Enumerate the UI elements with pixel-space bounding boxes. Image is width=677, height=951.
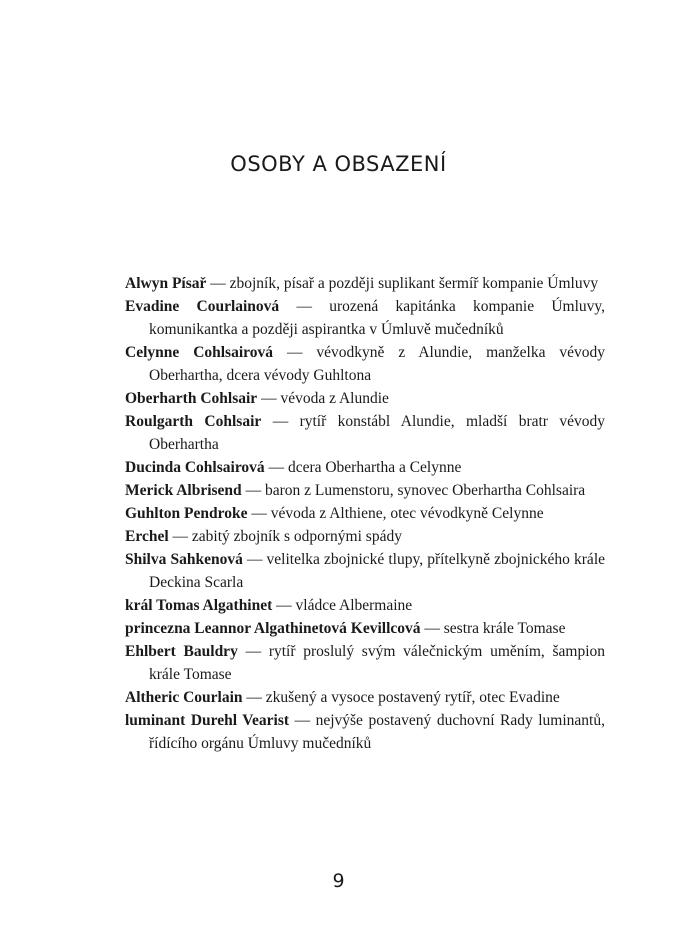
character-name: Erchel xyxy=(125,528,169,545)
cast-entry xyxy=(125,272,605,295)
cast-entry xyxy=(125,548,605,594)
character-name: Oberharth Cohlsair xyxy=(125,390,258,407)
em-dash-separator: — xyxy=(245,482,262,499)
cast-entry xyxy=(125,295,605,341)
em-dash-separator: — xyxy=(246,551,263,568)
character-description: rytíř konstábl Alundie, mladší bratr vévody Oberhartha xyxy=(149,413,606,453)
cast-entry xyxy=(125,341,605,387)
character-description: vévoda z Alundie xyxy=(280,390,389,407)
cast-entry xyxy=(125,387,605,410)
character-description: baron z Lumenstoru, synovec Oberhartha Cohlsaira xyxy=(264,482,586,499)
character-description: dcera Oberhartha a Celynne xyxy=(287,459,462,476)
em-dash-separator: — xyxy=(294,712,311,729)
cast-entry xyxy=(125,617,605,640)
em-dash-separator: — xyxy=(296,298,312,315)
character-name: Evadine Courlainová xyxy=(125,298,280,315)
cast-entry xyxy=(125,594,605,617)
cast-entry xyxy=(125,709,605,755)
em-dash-separator: — xyxy=(245,643,262,660)
em-dash-separator: — xyxy=(276,597,292,614)
character-name: Shilva Sahkenová xyxy=(125,551,243,568)
cast-entry xyxy=(125,479,605,502)
em-dash-separator: — xyxy=(424,620,440,637)
character-name: Altheric Courlain xyxy=(125,689,243,706)
character-name: Celynne Cohlsairová xyxy=(125,344,273,361)
character-name: Guhlton Pendroke xyxy=(125,505,248,522)
character-description: rytíř proslulý svým válečnickým uměním, šampion krále Tomase xyxy=(149,643,606,683)
character-name: Ducinda Cohlsairová xyxy=(125,459,265,476)
em-dash-separator: — xyxy=(272,413,289,430)
cast-entry xyxy=(125,640,605,686)
character-description: zabitý zbojník s odpornými spády xyxy=(191,528,402,545)
character-description: vévoda z Althiene, otec vévodkyně Celynne xyxy=(270,505,544,522)
page-number: 9 xyxy=(332,870,345,892)
cast-entry xyxy=(125,686,605,709)
character-name: Roulgarth Cohlsair xyxy=(125,413,262,430)
em-dash-separator: — xyxy=(172,528,188,545)
em-dash-separator: — xyxy=(261,390,277,407)
character-name: Ehlbert Bauldry xyxy=(125,643,238,660)
cast-list xyxy=(125,272,605,755)
em-dash-separator: — xyxy=(286,344,303,361)
character-description: zkušený a vysoce postavený rytíř, otec Evadine xyxy=(265,689,560,706)
em-dash-separator: — xyxy=(251,505,267,522)
character-name: král Tomas Algathinet xyxy=(125,597,273,614)
character-name: Alwyn Písař xyxy=(125,275,207,292)
em-dash-separator: — xyxy=(268,459,285,476)
cast-entry xyxy=(125,410,605,456)
character-description: urozená kapitánka kompanie Úmluvy, komunikantka a později aspirantka v Úmluvě mučedníků xyxy=(149,298,606,338)
cast-entry xyxy=(125,502,605,525)
character-description: velitelka zbojnické tlupy, přítelkyně zbojnického krále Deckina Scarla xyxy=(149,551,606,591)
character-description: sestra krále Tomase xyxy=(443,620,566,637)
character-description: vládce Albermaine xyxy=(295,597,413,614)
chapter-title: OSOBY A OBSAZENÍ xyxy=(230,152,447,176)
character-name: luminant Durehl Vearist xyxy=(125,712,290,729)
character-description: zbojník, písař a později suplikant šermíř kompanie Úmluvy xyxy=(229,275,599,292)
cast-entry xyxy=(125,456,605,479)
character-name: Merick Albrisend xyxy=(125,482,242,499)
em-dash-separator: — xyxy=(210,275,226,292)
character-description: nejvýše postavený duchovní Rady luminantů, řídícího orgánu Úmluvy mučedníků xyxy=(149,712,605,752)
character-description: vévodkyně z Alundie, manželka vévody Oberhartha, dcera vévody Guhltona xyxy=(149,344,606,384)
cast-entry xyxy=(125,525,605,548)
em-dash-separator: — xyxy=(246,689,262,706)
character-name: princezna Leannor Algathinetová Kevillcová xyxy=(125,620,421,637)
